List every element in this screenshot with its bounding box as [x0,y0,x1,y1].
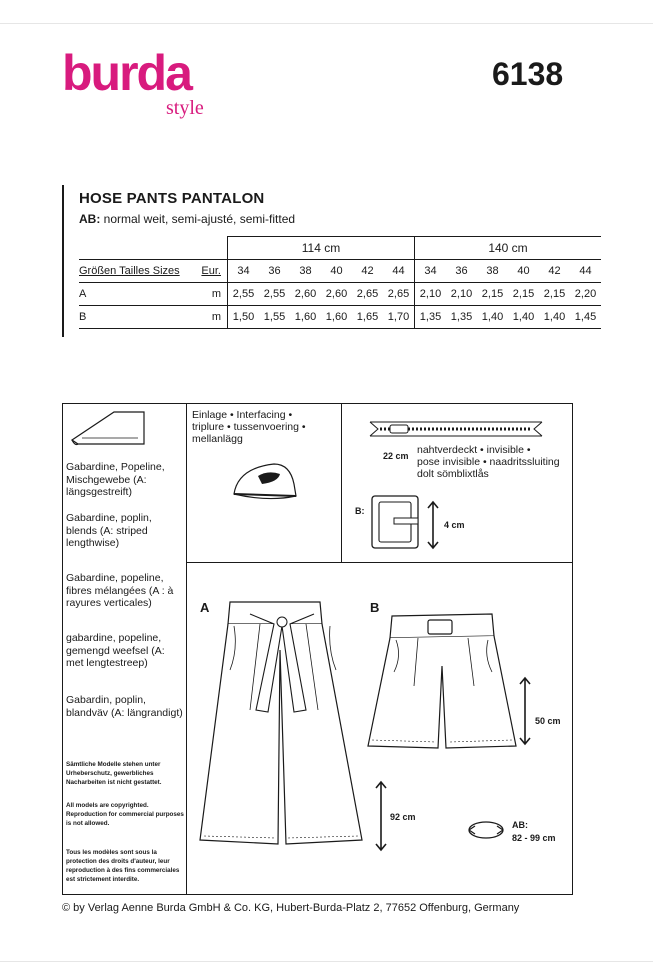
zipper-text: nahtverdeckt • invisible • pose invisible • naadritssluiting dolt sömblixtlås [417,444,560,480]
interfacing-text: Einlage • Interfacing • triplure • tussenvoering • mellanlägg [192,409,306,445]
size-number: 44 [570,260,601,283]
yardage-cell: 1,50 [228,306,260,329]
yardage-cell: 2,55 [259,283,290,306]
footer-copyright: © by Verlag Aenne Burda GmbH & Co. KG, Hubert-Burda-Platz 2, 77652 Offenburg, Germany [62,902,520,914]
size-number: 40 [508,260,539,283]
fabric-requirements-table [79,236,601,329]
yardage-cell: 2,15 [539,283,570,306]
size-number: 34 [228,260,260,283]
row-unit-b: m [199,306,228,329]
buckle-size-arrow [426,500,440,550]
length-arrow-b [518,676,532,746]
size-number: 36 [259,260,290,283]
fabric-en: Gabardine, poplin, blends (A: striped lengthwise) [66,512,152,549]
fit-description: AB: normal weit, semi-ajusté, semi-fitted [79,212,296,226]
fabric-icon [68,408,148,448]
yardage-cell: 1,65 [352,306,383,329]
length-b: 50 cm [535,716,561,726]
yardage-cell: 2,15 [508,283,539,306]
view-b-label: B [370,600,380,615]
yardage-cell: 2,55 [228,283,260,306]
yardage-cell: 1,60 [321,306,352,329]
length-a: 92 cm [390,812,416,822]
yardage-cell: 1,35 [415,306,447,329]
section-marker [62,185,64,337]
yardage-cell: 2,65 [352,283,383,306]
yardage-cell: 2,10 [446,283,477,306]
row-label-b: B [79,306,199,329]
yardage-cell: 2,20 [570,283,601,306]
fabric-de: Gabardine, Popeline, Mischgewebe (A: längsgestreift) [66,461,165,498]
yardage-cell: 2,15 [477,283,508,306]
bottom-divider [0,961,653,962]
fabric-fr: Gabardine, popeline, fibres mélangées (A : à rayures verticales) [66,572,174,609]
brand-logo: burda [62,45,191,101]
yardage-cell: 1,55 [259,306,290,329]
fabric-nl: gabardine, popeline, gemengd weefsel (A: met lengtestreep) [66,632,165,669]
zipper-icon [366,416,546,444]
size-number: 42 [539,260,570,283]
size-number: 38 [290,260,321,283]
yardage-cell: 1,60 [290,306,321,329]
yardage-cell: 2,10 [415,283,447,306]
size-number: 38 [477,260,508,283]
yardage-cell: 1,40 [539,306,570,329]
size-number: 40 [321,260,352,283]
pants-a-drawing [190,590,370,870]
shorts-b-drawing [362,606,522,756]
size-number: 36 [446,260,477,283]
unit-header: Eur. [199,260,228,283]
pattern-number: 6138 [492,56,564,92]
buckle-size: 4 cm [444,520,465,530]
size-number: 42 [352,260,383,283]
sizes-label: Größen Tailles Sizes [79,260,199,283]
belt-size: 82 - 99 cm [512,833,556,843]
yardage-cell: 1,70 [383,306,415,329]
notions-divider [341,403,342,562]
width-header-140: 140 cm [415,237,602,260]
copyright-de: Sämtliche Modelle stehen unter Urheberschutz, gewerbliches Nacharbeiten ist nicht gestattet. [66,761,162,786]
yardage-cell: 2,60 [321,283,352,306]
length-arrow-a [374,780,388,852]
pattern-title: HOSE PANTS PANTALON [79,190,265,207]
iron-icon [228,458,304,504]
yardage-cell: 1,35 [446,306,477,329]
row-unit-a: m [199,283,228,306]
buckle-label: B: [355,506,365,516]
copyright-fr: Tous les modèles sont sous la protection des droits d'auteur, leur reproduction à des fins commerciales est strictement interdite. [66,849,180,883]
brand-subtitle: style [166,97,204,119]
waist-icon [466,818,506,842]
belt-label: AB: [512,820,528,830]
fabric-sv: Gabardin, poplin, blandväv (A: längrandigt) [66,694,183,719]
buckle-icon [370,494,420,550]
yardage-cell: 2,60 [290,283,321,306]
yardage-cell: 1,45 [570,306,601,329]
zipper-length: 22 cm [383,451,409,461]
width-header-114: 114 cm [228,237,415,260]
top-divider [0,23,653,24]
yardage-cell: 1,40 [477,306,508,329]
panel-divider [187,562,573,563]
yardage-cell: 1,40 [508,306,539,329]
view-a-label: A [200,600,210,615]
copyright-en: All models are copyrighted. Reproduction for commercial purposes is not allowed. [66,802,184,827]
size-number: 44 [383,260,415,283]
yardage-cell: 2,65 [383,283,415,306]
size-number: 34 [415,260,447,283]
row-label-a: A [79,283,199,306]
